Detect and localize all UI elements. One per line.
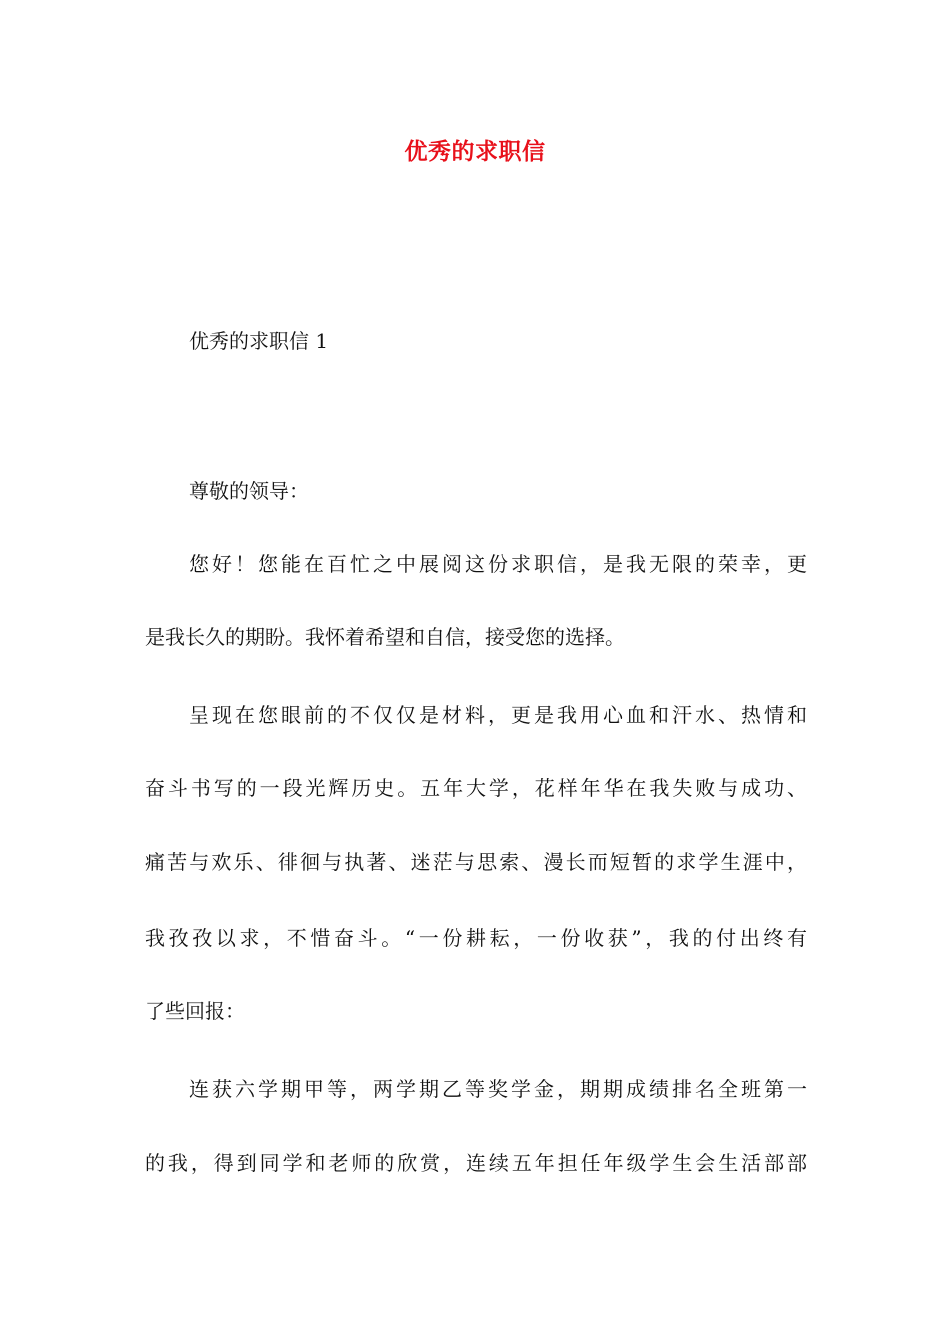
paragraph-line: 的我，得到同学和老师的欣赏，连续五年担任年级学生会生活部部 — [145, 1151, 807, 1175]
paragraph-line: 是我长久的期盼。我怀着希望和自信，接受您的选择。 — [145, 625, 625, 649]
paragraph-line: 痛苦与欢乐、徘徊与执著、迷茫与思索、漫长而短暂的求学生涯中， — [145, 850, 807, 874]
document-title: 优秀的求职信 — [404, 138, 546, 165]
paragraph-line: 我孜孜以求，不惜奋斗。“一份耕耘，一份收获”，我的付出终有 — [145, 926, 807, 950]
salutation: 尊敬的领导： — [189, 479, 309, 503]
paragraph-line: 您好！您能在百忙之中展阅这份求职信，是我无限的荣幸，更 — [189, 552, 807, 576]
paragraph-line: 奋斗书写的一段光辉历史。五年大学，花样年华在我失败与成功、 — [145, 776, 807, 800]
section-heading: 优秀的求职信 1 — [189, 329, 329, 353]
paragraph-line: 呈现在您眼前的不仅仅是材料，更是我用心血和汗水、热情和 — [189, 703, 807, 727]
paragraph-line: 连获六学期甲等，两学期乙等奖学金，期期成绩排名全班第一 — [189, 1077, 807, 1101]
paragraph-line: 了些回报： — [145, 999, 245, 1023]
